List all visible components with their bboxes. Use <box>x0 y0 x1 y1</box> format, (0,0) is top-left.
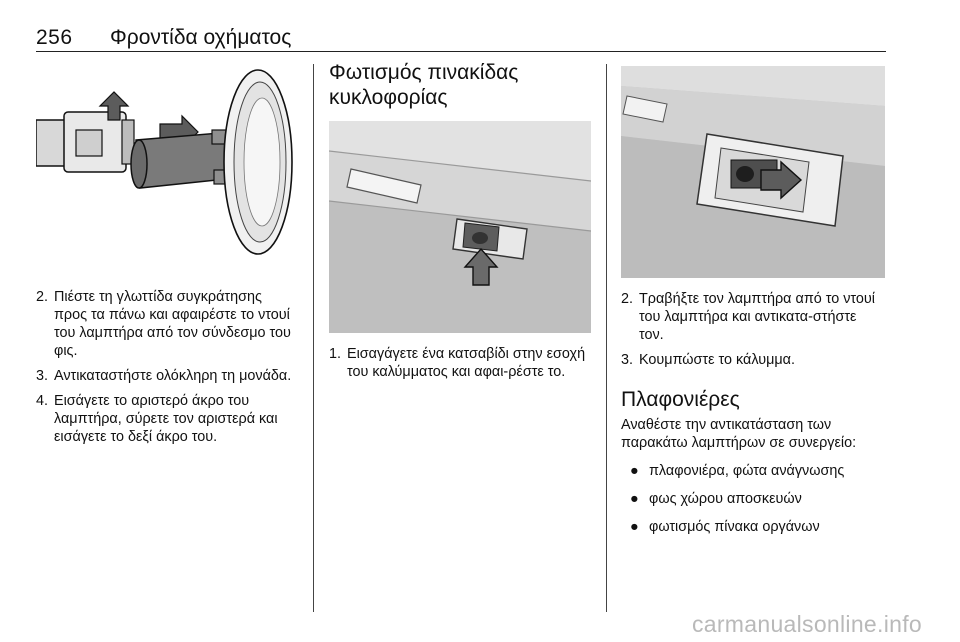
list-item <box>621 351 885 369</box>
heading-interior-lights: Πλαφονιέρες <box>621 388 740 411</box>
column-3 <box>621 60 885 546</box>
header-rule <box>36 51 886 52</box>
step-number: 4. <box>36 393 49 409</box>
list-item <box>36 392 298 446</box>
licence-plate-light-illustration <box>329 121 591 333</box>
list-item <box>621 490 885 508</box>
bullet-icon: ● <box>630 463 639 479</box>
column-1 <box>36 60 298 453</box>
step-text: Κουμπώστε το κάλυμμα. <box>639 352 795 368</box>
step-number: 1. <box>329 346 342 362</box>
list-item <box>621 518 885 536</box>
step-number: 3. <box>621 352 634 368</box>
steps-list-col1 <box>36 288 298 446</box>
watermark: carmanualsonline.info <box>691 611 922 637</box>
column-2 <box>329 60 591 388</box>
steps-list-col2 <box>329 345 591 381</box>
list-item <box>621 462 885 480</box>
bulb-bullet-list <box>621 462 885 536</box>
bullet-text: πλαφονιέρα, φώτα ανάγνωσης <box>649 463 845 479</box>
page-header <box>36 26 886 52</box>
step-number: 3. <box>36 368 49 384</box>
list-item <box>329 345 591 381</box>
intro-paragraph: Αναθέστε την αντικατάσταση των παρακάτω λαμπτήρων σε συνεργείο: <box>621 417 857 451</box>
bullet-text: φωτισμός πίνακα οργάνων <box>649 519 820 535</box>
section-title: Φροντίδα οχήματος <box>110 26 292 49</box>
bullet-icon: ● <box>630 519 639 535</box>
step-text: Εισάγετε το αριστερό άκρο του λαμπτήρα, σύρετε τον αριστερά και εισάγετε το δεξί άκρο του. <box>54 393 278 445</box>
step-number: 2. <box>621 291 634 307</box>
heading-licence-plate-light: Φωτισμός πινακίδας κυκλοφορίας <box>329 61 519 109</box>
column-divider-2 <box>606 64 607 612</box>
bulb-socket-illustration <box>36 60 298 270</box>
page-number: 256 <box>36 26 73 49</box>
step-text: Αντικαταστήστε ολόκληρη τη μονάδα. <box>54 368 292 384</box>
column-divider-1 <box>313 64 314 612</box>
bulb-removal-illustration <box>621 66 885 278</box>
step-text: Πιέστε τη γλωττίδα συγκράτησης προς τα πάνω και αφαιρέστε το ντουί του λαμπτήρα από τον σύνδεσμο του φις. <box>54 289 291 359</box>
list-item <box>36 288 298 360</box>
step-text: Εισαγάγετε ένα κατσαβίδι στην εσοχή του καλύμματος και αφαι-ρέστε το. <box>347 346 586 380</box>
bullet-text: φως χώρου αποσκευών <box>649 491 802 507</box>
list-item <box>621 290 885 344</box>
steps-list-col3 <box>621 290 885 369</box>
step-number: 2. <box>36 289 49 305</box>
bullet-icon: ● <box>630 491 639 507</box>
step-text: Τραβήξτε τον λαμπτήρα από το ντουί του λαμπτήρα και αντικατα-στήστε τον. <box>639 291 875 343</box>
list-item <box>36 367 298 385</box>
